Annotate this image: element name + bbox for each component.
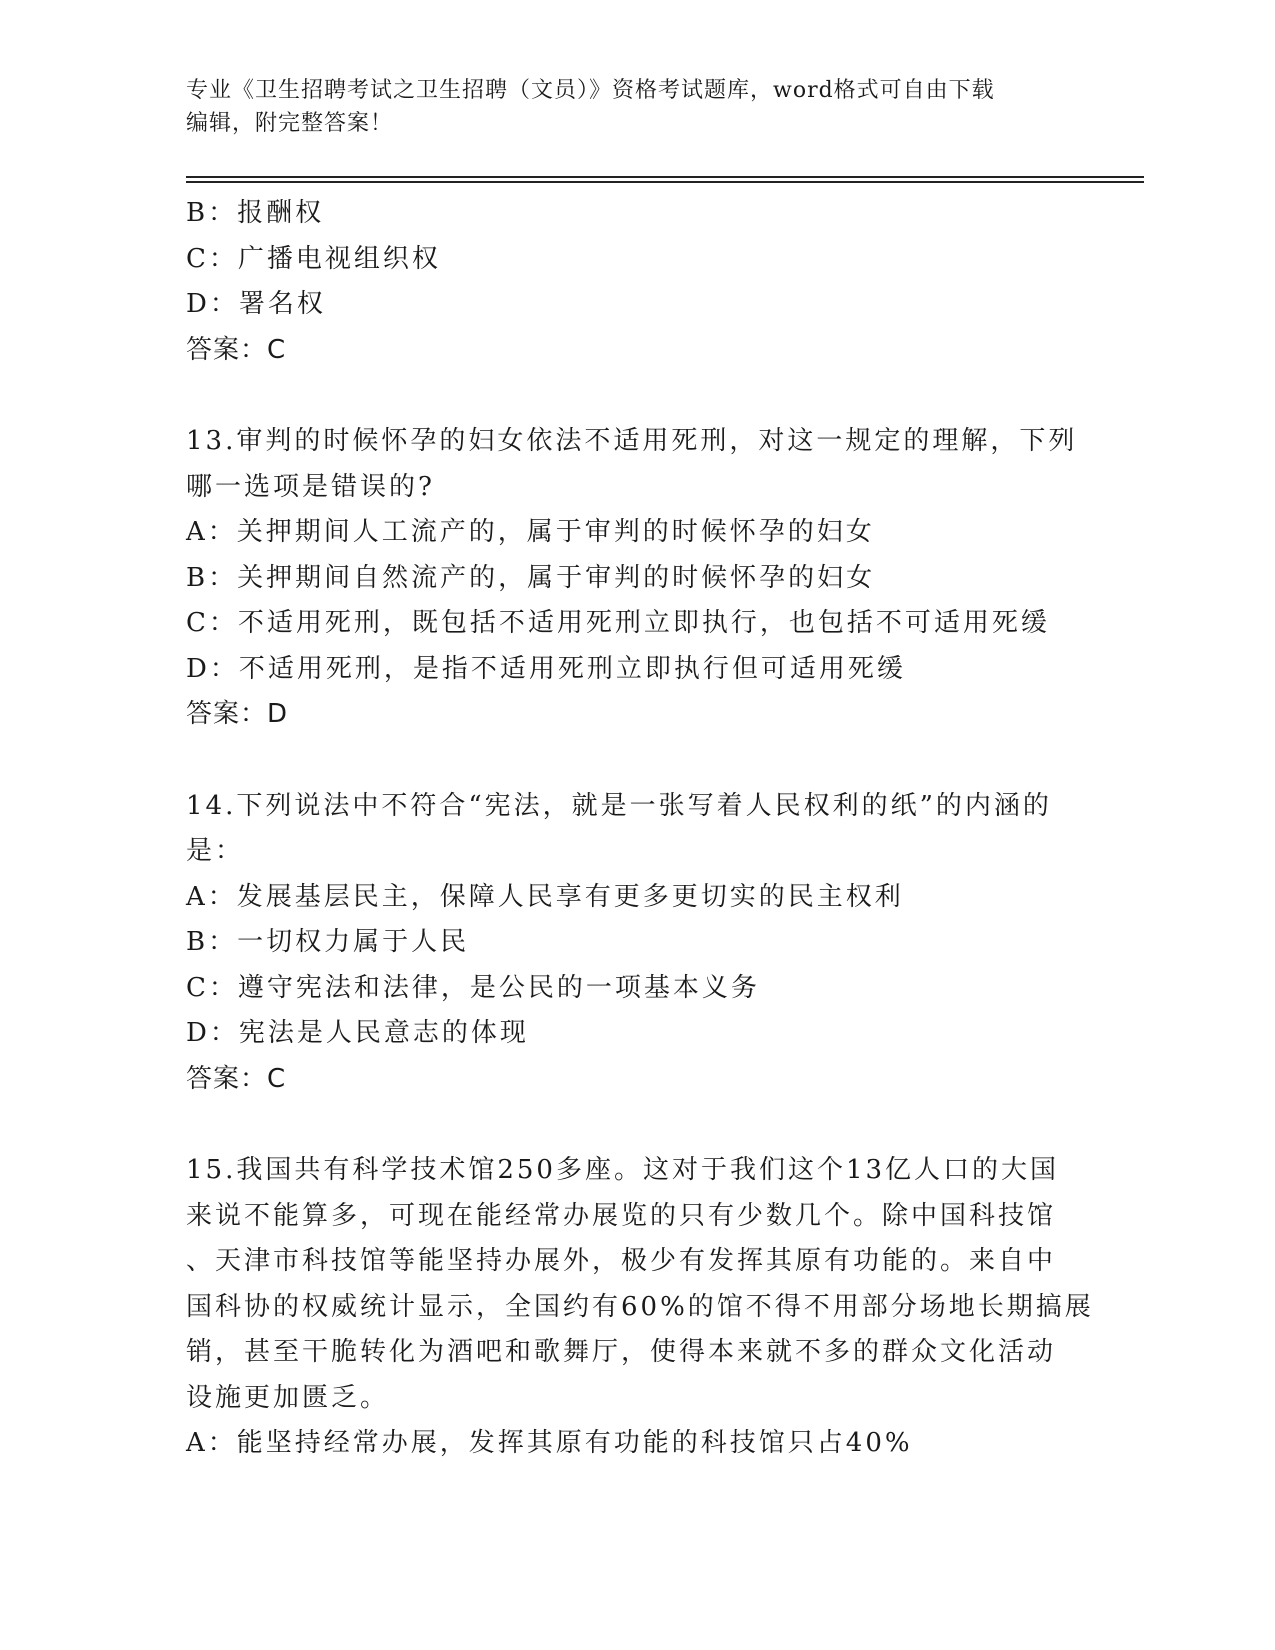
option-c: C：遵守宪法和法律，是公民的一项基本义务 [186,972,760,1003]
document-header [186,74,1086,140]
option-a: A：关押期间人工流产的，属于审判的时候怀孕的妇女 [186,517,875,547]
question-stem-line: 15.我国共有科学技术馆250多座。这对于我们这个13亿人口的大国 [186,1155,1060,1185]
question-stem-line: 14.下列说法中不符合“宪法，就是一张写着人民权利的纸”的内涵的 [186,790,1052,821]
question-content [186,191,1094,1467]
question-stem-line: 国科协的权威统计显示，全国约有60%的馆不得不用部分场地长期搞展 [186,1291,1094,1322]
question-stem-line: 哪一选项是错误的? [186,471,435,502]
question-stem-line: 来说不能算多，可现在能经常办展览的只有少数几个。除中国科技馆 [186,1200,1057,1231]
option-d: D：不适用死刑，是指不适用死刑立即执行但可适用死缓 [186,653,906,684]
question-13 [186,419,1078,738]
answer-line: 答案：D [186,699,289,729]
answer-line: 答案：C [186,1063,287,1094]
option-b: B：一切权力属于人民 [186,927,470,957]
question-stem-line: 销，甚至干脆转化为酒吧和歌舞厅，使得本来就不多的群众文化活动 [186,1337,1057,1367]
option-b: B：报酬权 [186,198,325,228]
option-a: A：能坚持经常办展，发挥其原有功能的科技馆只占40% [186,1428,913,1458]
header-line-1: 专业《卫生招聘考试之卫生招聘（文员）》资格考试题库，word格式可自由下载 [186,78,995,103]
question-stem-line: 设施更加匮乏。 [186,1382,390,1413]
header-rule-bottom [186,181,1144,183]
option-c: C：不适用死刑，既包括不适用死刑立即执行，也包括不可适用死缓 [186,608,1050,638]
option-d: D：宪法是人民意志的体现 [186,1018,529,1048]
question-14 [186,784,1066,1103]
option-b: B：关押期间自然流产的，属于审判的时候怀孕的妇女 [186,562,876,593]
question-stem-line: 、天津市科技馆等能坚持办展外，极少有发挥其原有功能的。来自中 [186,1246,1057,1276]
question-15 [186,1148,1094,1467]
option-d: D：署名权 [186,289,326,319]
option-c: C：广播电视组织权 [186,243,441,274]
option-a: A：发展基层民主，保障人民享有更多更切实的民主权利 [186,881,904,912]
question-stem-line: 13.审判的时候怀孕的妇女依法不适用死刑，对这一规定的理解，下列 [186,426,1078,456]
question-12-tail [186,191,1066,373]
header-line-2: 编辑，附完整答案！ [186,111,394,136]
answer-line: 答案：C [186,334,287,365]
header-rule-top [186,176,1144,178]
question-stem-line: 是： [186,836,245,866]
